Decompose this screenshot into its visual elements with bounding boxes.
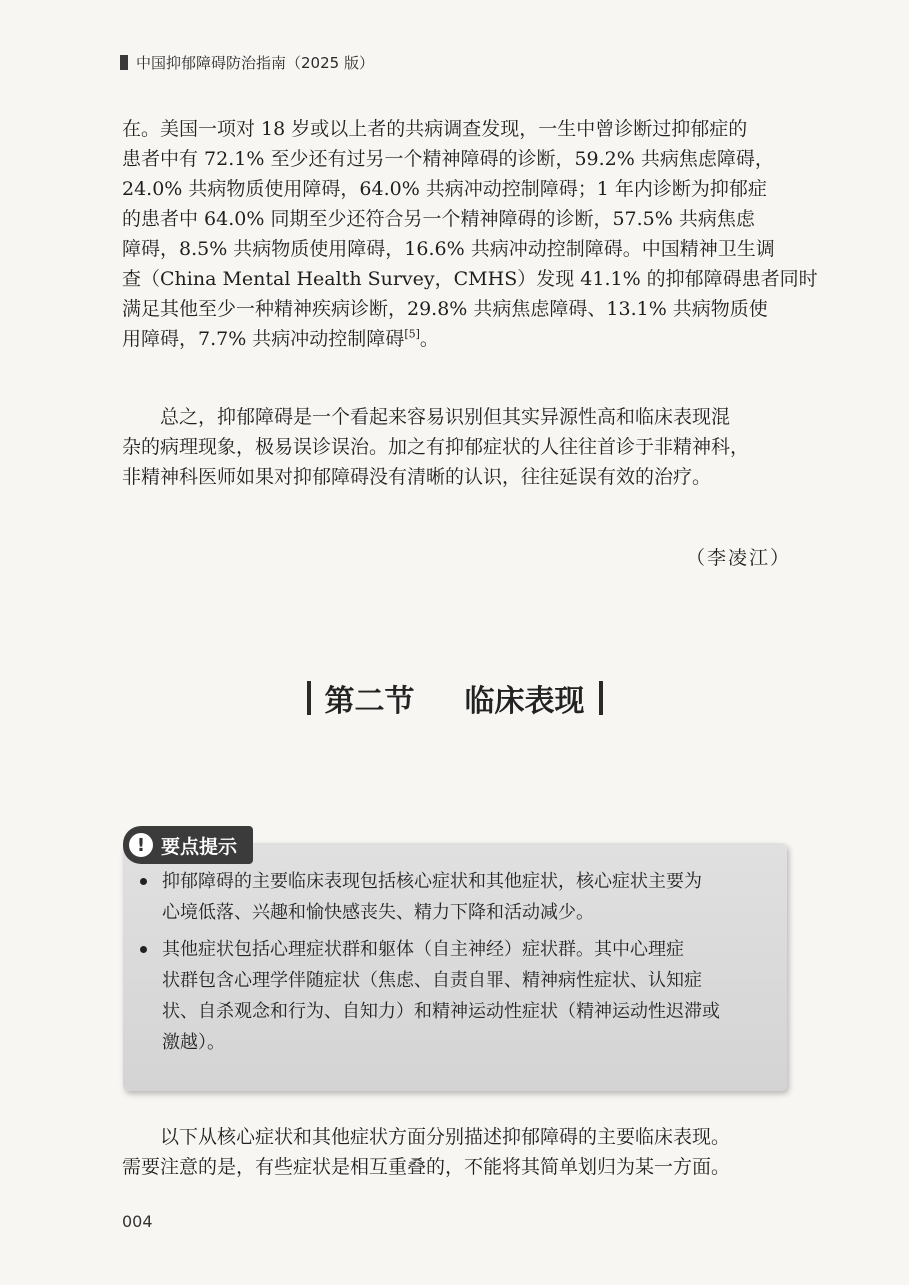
text-line: 总之，抑郁障碍是一个看起来容易识别但其实异源性高和临床表现混 [160, 406, 731, 428]
text-line: 激越）。 [162, 1032, 225, 1053]
text-line: 24.0% 共病物质使用障碍，64.0% 共病冲动控制障碍；1 年内诊断为抑郁症 [122, 178, 767, 200]
citation-reference: [5] [404, 327, 420, 341]
exclamation-circle-icon: ! [129, 833, 153, 857]
heading-left-bar [307, 681, 311, 715]
key-points-label [123, 826, 253, 864]
key-point-item [138, 866, 768, 928]
text-line: 用障碍，7.7% 共病冲动控制障碍 [122, 328, 405, 350]
text-line: 以下从核心症状和其他症状方面分别描述抑郁障碍的主要临床表现。 [160, 1126, 731, 1148]
section-title: 临床表现 [464, 684, 585, 719]
text-line: 状群包含心理学伴随症状（焦虑、自责自罪、精神病性症状、认知症 [162, 970, 702, 991]
text-line: 非精神科医师如果对抑郁障碍没有清晰的认识，往往延误有效的治疗。 [122, 466, 712, 488]
key-points-list [138, 866, 768, 1064]
key-points-title: 要点提示 [161, 835, 238, 858]
text-line: 心境低落、兴趣和愉快感丧失、精力下降和活动减少。 [162, 902, 594, 923]
sentence-end-mark: 。 [419, 328, 439, 350]
author-signature: （李凌江） [685, 547, 791, 569]
text-line: 障碍，8.5% 共病物质使用障碍，16.6% 共病冲动控制障碍。中国精神卫生调 [122, 238, 775, 260]
text-line: 抑郁障碍的主要临床表现包括核心症状和其他症状，核心症状主要为 [162, 871, 702, 892]
paragraph-intro [122, 1122, 788, 1182]
text-line: 满足其他至少一种精神疾病诊断，29.8% 共病焦虑障碍、13.1% 共病物质使 [122, 298, 768, 320]
book-title: 中国抑郁障碍防治指南（2025 版） [136, 54, 374, 72]
paragraph-summary [122, 402, 788, 492]
heading-right-bar [599, 681, 603, 715]
text-line: 状、自杀观念和行为、自知力）和精神运动性症状（精神运动性迟滞或 [162, 1001, 720, 1022]
text-line: 患者中有 72.1% 至少还有过另一个精神障碍的诊断，59.2% 共病焦虑障碍， [122, 148, 774, 170]
section-heading [0, 676, 909, 720]
header-bar-mark [120, 55, 128, 70]
text-line: 其他症状包括心理症状群和躯体（自主神经）症状群。其中心理症 [162, 939, 684, 960]
text-line: 查（China Mental Health Survey，CMHS）发现 41.1% 的抑郁障碍患者同时 [122, 268, 818, 290]
text-line: 杂的病理现象，极易误诊误治。加之有抑郁症状的人往往首诊于非精神科， [122, 436, 750, 458]
text-line: 的患者中 64.0% 同期至少还符合另一个精神障碍的诊断，57.5% 共病焦虑 [122, 208, 755, 230]
text-line: 需要注意的是，有些症状是相互重叠的，不能将其简单划归为某一方面。 [122, 1156, 731, 1178]
text-line: 在。美国一项对 18 岁或以上者的共病调查发现，一生中曾诊断过抑郁症的 [122, 118, 748, 140]
page-number: 004 [122, 1212, 153, 1231]
paragraph-comorbidity [122, 114, 818, 354]
running-header [120, 52, 374, 73]
text-line-last [122, 324, 788, 354]
section-number: 第二节 [324, 684, 415, 719]
key-point-item [138, 934, 768, 1058]
